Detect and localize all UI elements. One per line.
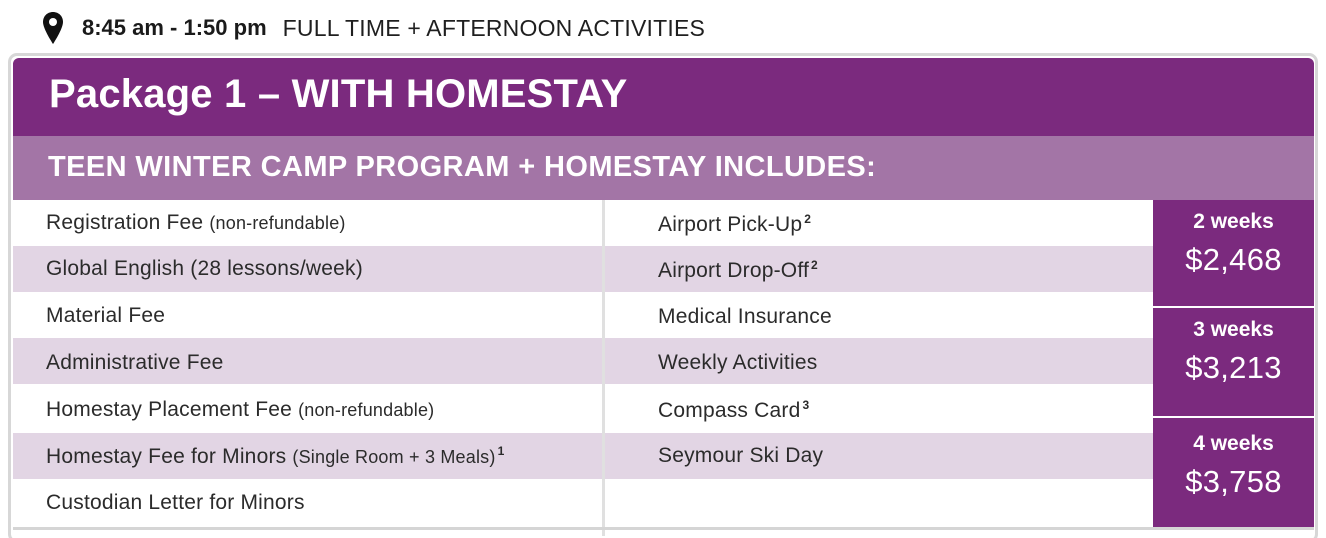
column-divider (602, 200, 605, 536)
package-header (13, 58, 1314, 136)
price-duration: 2 weeks (1193, 210, 1274, 233)
included-item: Seymour Ski Day (658, 444, 824, 467)
table-bottom-border (13, 527, 1314, 530)
included-item: Medical Insurance (658, 305, 832, 328)
price-amount: $3,213 (1185, 350, 1282, 385)
included-item: Registration Fee (non-refundable) (46, 211, 346, 234)
schedule-label: FULL TIME + AFTERNOON ACTIVITIES (282, 14, 706, 41)
price-3-weeks (1153, 308, 1314, 416)
schedule-line (42, 8, 705, 48)
included-item: Airport Pick-Up $^2$ (658, 212, 812, 236)
included-item: Homestay Fee for Minors (Single Room + 3 Meals) $^1$ (46, 444, 505, 468)
included-item: Custodian Letter for Minors (46, 491, 305, 514)
included-item: Homestay Placement Fee (non-refundable) (46, 398, 435, 421)
schedule-time: 8:45 am - 1:50 pm (82, 15, 267, 40)
included-item: Global English (28 lessons/week) (46, 257, 363, 280)
included-item: Material Fee (46, 304, 166, 327)
included-item: Airport Drop-Off $^2$ (658, 258, 818, 282)
price-amount: $3,758 (1185, 464, 1282, 499)
package-subtitle: TEEN WINTER CAMP PROGRAM + HOMESTAY INCLUDES: (48, 151, 877, 183)
price-4-weeks (1153, 418, 1314, 527)
table-row (13, 292, 1153, 338)
location-pin-icon (42, 11, 68, 45)
price-2-weeks (1153, 200, 1314, 306)
included-item: Administrative Fee (46, 351, 224, 374)
included-item: Weekly Activities (658, 351, 818, 374)
included-item: Compass Card $^3$ (658, 398, 810, 422)
price-duration: 3 weeks (1193, 318, 1274, 341)
price-duration: 4 weeks (1193, 432, 1274, 455)
package-subheader (13, 136, 1314, 200)
price-amount: $2,468 (1185, 242, 1282, 277)
package-card (8, 53, 1318, 538)
package-title: Package 1 – WITH HOMESTAY (49, 72, 628, 116)
